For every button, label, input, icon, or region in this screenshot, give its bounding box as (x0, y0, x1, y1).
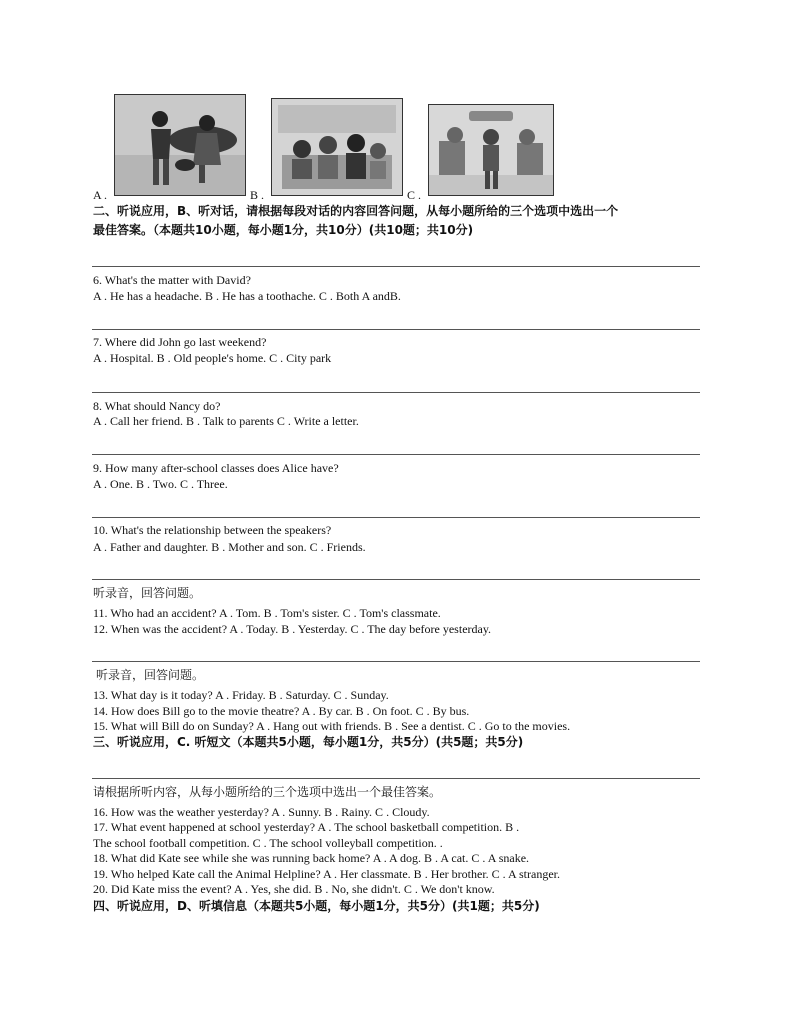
q7-question: 7. Where did John go last weekend? (93, 335, 267, 349)
q16: 16. How was the weather yesterday? A . Sunny. B . Rainy. C . Cloudy. (93, 805, 430, 819)
q7-options: A . Hospital. B . Old people's home. C . City park (93, 351, 332, 365)
section4-heading: 四、听说应用，D、听填信息（本题共5小题，每小题1分，共5分）(共1题；共5分) (93, 899, 540, 913)
q9-options: A . One. B . Two. C . Three. (93, 477, 228, 491)
q10-options: A . Father and daughter. B . Mother and son. C . Friends. (93, 540, 366, 554)
q20: 20. Did Kate miss the event? A . Yes, she did. B . No, she didn't. C . We don't know. (93, 882, 495, 896)
picture-c (428, 104, 554, 196)
picture-b-label: B . (250, 188, 265, 202)
picture-b-illustration (272, 99, 402, 195)
picture-c-label: C . (407, 188, 422, 202)
q17-line2: The school football competition. C . The school volleyball competition. . (93, 836, 443, 850)
q6-options: A . He has a headache. B . He has a toothache. C . Both A andB. (93, 289, 401, 303)
q12: 12. When was the accident? A . Today. B . Yesterday. C . The day before yesterday. (93, 622, 492, 636)
q10-question: 10. What's the relationship between the speakers? (93, 523, 332, 537)
section3-heading: 三、听说应用，C. 听短文（本题共5小题，每小题1分，共5分）(共5题；共5分) (93, 735, 524, 749)
picture-a (114, 94, 246, 196)
section2-heading: 二、听说应用，B、听对话，请根据每段对话的内容回答问题，从每小题所给的三个选项中选出一个 (93, 204, 619, 218)
group2-instruction: 听录音，回答问题。 (96, 668, 205, 682)
picture-c-illustration (429, 105, 553, 195)
group1-instruction: 听录音，回答问题。 (93, 586, 202, 600)
q19: 19. Who helped Kate call the Animal Helpline? A . Her classmate. B . Her brother. C . A stranger. (93, 867, 560, 881)
answer-line-q7 (92, 392, 700, 393)
q11: 11. Who had an accident? A . Tom. B . Tom's sister. C . Tom's classmate. (93, 606, 441, 620)
section2-heading-cont: 最佳答案。（本题共10小题，每小题1分，共10分）(共10题；共10分) (93, 223, 474, 237)
q8-question: 8. What should Nancy do? (93, 399, 221, 413)
q8-options: A . Call her friend. B . Talk to parents C . Write a letter. (93, 414, 359, 428)
picture-b (271, 98, 403, 196)
answer-line-q10 (92, 579, 700, 580)
answer-line-q8 (92, 454, 700, 455)
answer-line-q12 (92, 661, 700, 662)
q6-question: 6. What's the matter with David? (93, 273, 251, 287)
answer-line-q15 (92, 778, 700, 779)
picture-a-label: A . (93, 188, 108, 202)
q13: 13. What day is it today? A . Friday. B . Saturday. C . Sunday. (93, 688, 389, 702)
answer-line-q9 (92, 517, 700, 518)
answer-line-q6 (92, 329, 700, 330)
answer-line-q5 (92, 266, 700, 267)
picture-a-illustration (115, 95, 245, 195)
q9-question: 9. How many after-school classes does Alice have? (93, 461, 339, 475)
q17-line1: 17. What event happened at school yesterday? A . The school basketball competition. B . (93, 820, 520, 834)
q14: 14. How does Bill go to the movie theatre? A . By car. B . On foot. C . By bus. (93, 704, 470, 718)
q18: 18. What did Kate see while she was running back home? A . A dog. B . A cat. C . A snake. (93, 851, 530, 865)
q15: 15. What will Bill do on Sunday? A . Hang out with friends. B . See a dentist. C . Go to the movies. (93, 719, 571, 733)
group3-instruction: 请根据所听内容，从每小题所给的三个选项中选出一个最佳答案。 (93, 785, 442, 799)
